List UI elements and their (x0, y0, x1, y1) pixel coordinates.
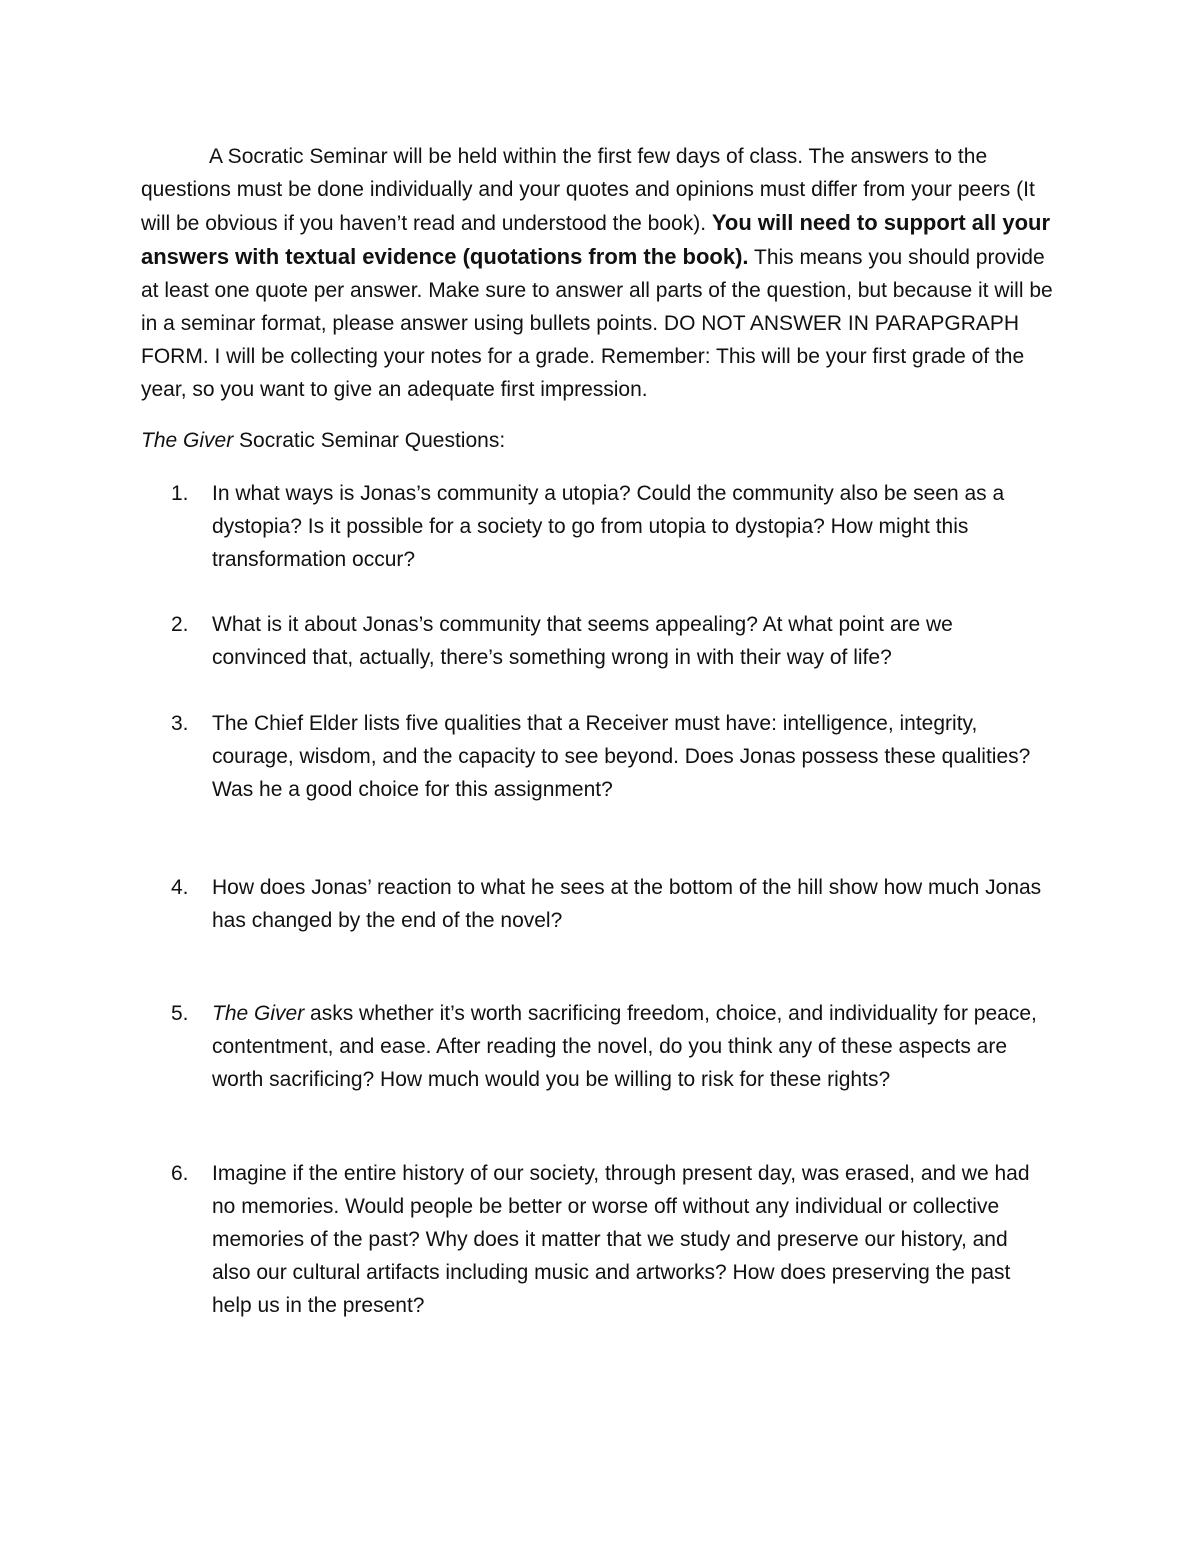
question-number: 2. (171, 613, 189, 636)
question-5 (171, 997, 1051, 1096)
question-text: Imagine if the entire history of our society, through present day, was erased, and we had no memories. Would people be better or worse off without any individual or collective memories of the past? Why does it matter that we study and preserve our history, and also our cultural artifacts including music and artworks? How does preserving the past help us in the present? (212, 1162, 1030, 1317)
question-number: 3. (171, 712, 189, 735)
questions-heading (141, 424, 505, 457)
question-text (212, 997, 1051, 1096)
question-6 (171, 1157, 1051, 1322)
question-text: The Chief Elder lists five qualities that a Receiver must have: intelligence, integrity, courage, wisdom, and the capacity to see beyond. Does Jonas possess these qualities? Was he a good choice for this assignment? (212, 712, 1031, 801)
question-4 (171, 871, 1051, 937)
intro-text-2: This means you should provide at least one quote per answer. Make sure to answer all parts of the question, but because it will be in a seminar format, please answer using bullets points. DO NOT ANSWER IN PARAPGRAPH FORM. I will be collecting your notes for a grade. Remember: This will be your first grade of the year, so you want to give an adequate first impression. (141, 246, 1053, 401)
book-title: The Giver (141, 429, 234, 452)
question-2 (171, 608, 1051, 674)
question-text: What is it about Jonas’s community that seems appealing? At what point are we convinced that, actually, there’s something wrong in with their way of life? (212, 613, 953, 669)
question-number: 1. (171, 482, 189, 505)
book-title: The Giver (212, 1002, 305, 1025)
question-1 (171, 477, 1051, 576)
questions-heading-text: Socratic Seminar Questions: (233, 429, 506, 452)
question-number: 4. (171, 876, 189, 899)
intro-emphasis: You will need to support all your answers with textual evidence (quotations from the book). (141, 210, 1051, 269)
question-text: How does Jonas’ reaction to what he sees at the bottom of the hill show how much Jonas has changed by the end of the novel? (212, 876, 1042, 932)
question-text: In what ways is Jonas’s community a utopia? Could the community also be seen as a dystopia? Is it possible for a society to go from utopia to dystopia? How might this transformation occur? (212, 482, 1005, 571)
question-number: 5. (171, 1002, 189, 1025)
question-3 (171, 707, 1051, 806)
question-number: 6. (171, 1162, 189, 1185)
intro-text-1: A Socratic Seminar will be held within the first few days of class. The answers to the questions must be done individually and your quotes and opinions must differ from your peers (It will be obvious if you haven’t read and understood the book). (141, 145, 1035, 235)
question-text-rest: asks whether it’s worth sacrificing freedom, choice, and individuality for peace, contentment, and ease. After reading the novel, do you think any of these aspects are worth sacrificing? How much would you be willing to risk for these rights? (212, 1002, 1037, 1091)
intro-paragraph (141, 140, 1061, 406)
